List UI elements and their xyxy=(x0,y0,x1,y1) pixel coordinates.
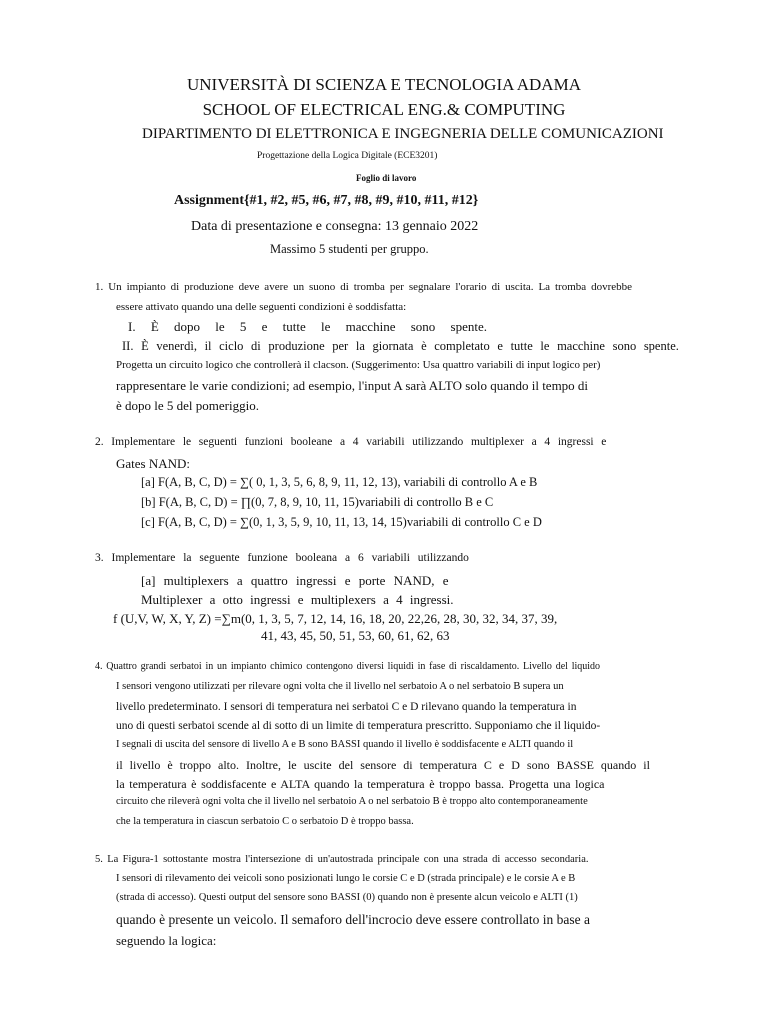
q5-line-4: quando è presente un veicolo. Il semaforo dell'incrocio deve essere controllato in base a xyxy=(116,912,591,927)
q1-line-1: 1. Un impianto di produzione deve avere un suono di tromba per segnalare l'orario di uscita. La tromba dovrebbe xyxy=(95,281,633,293)
q5-line-2: I sensori di rilevamento dei veicoli sono posizionati lungo le corsie C e D (strada principale) e le corsie A e B xyxy=(116,873,576,884)
department-title: DIPARTIMENTO DI ELETTRONICA E INGEGNERIA DELLE COMUNICAZIONI xyxy=(142,126,664,142)
q2-function-a: [a] F(A, B, C, D) = ∑( 0, 1, 3, 5, 6, 8, 9, 11, 12, 13), variabili di controllo A e B xyxy=(141,475,538,489)
q3-part-a-2: Multiplexer a otto ingressi e multiplexers a 4 ingressi. xyxy=(141,592,454,607)
q4-line-4: uno di questi serbatoi scende al di sotto di un limite di temperatura prescritto. Supponiamo che il liquido- xyxy=(116,720,601,732)
q4-line-9: che la temperatura in ciascun serbatoio C o serbatoio D è troppo bassa. xyxy=(116,816,414,827)
due-date: Data di presentazione e consegna: 13 gennaio 2022 xyxy=(191,219,479,234)
q1-condition-1: I. È dopo le 5 e tutte le macchine sono spente. xyxy=(128,319,487,334)
q3-function-2: 41, 43, 45, 50, 51, 53, 60, 61, 62, 63 xyxy=(261,628,450,643)
q1-line-5: Progetta un circuito logico che controllerà il clacson. (Suggerimento: Usa quattro variabili di input logico per) xyxy=(116,359,601,371)
q2-line-2: Gates NAND: xyxy=(116,456,191,471)
q1-line-2: essere attivato quando una delle seguenti condizioni è soddisfatta: xyxy=(116,301,407,313)
q4-line-3: livello predeterminato. I sensori di temperatura nei serbatoi C e D rilevano quando la temperatura in xyxy=(116,701,577,713)
group-size: Massimo 5 studenti per gruppo. xyxy=(270,242,429,256)
q4-line-1: 4. Quattro grandi serbatoi in un impianto chimico contengono diversi liquidi in fase di riscaldamento. Livello del liquido xyxy=(95,661,601,672)
q4-line-2: I sensori vengono utilizzati per rilevare ogni volta che il livello nel serbatoio A o nel serbatoio B supera un xyxy=(116,681,564,692)
assignment-title: Assignment{#1, #2, #5, #6, #7, #8, #9, #10, #11, #12} xyxy=(174,193,479,208)
q3-line-1: 3. Implementare la seguente funzione booleana a 6 variabili utilizzando xyxy=(95,552,469,564)
q5-line-1: 5. La Figura-1 sottostante mostra l'intersezione di un'autostrada principale con una strada di accesso secondaria. xyxy=(95,854,589,865)
q1-condition-2: II. È venerdì, il ciclo di produzione per la giornata è completato e tutte le macchine sono spente. xyxy=(122,339,679,353)
q2-function-b: [b] F(A, B, C, D) = ∏(0, 7, 8, 9, 10, 11, 15)variabili di controllo B e C xyxy=(141,495,494,509)
q1-line-6: rappresentare le varie condizioni; ad esempio, l'input A sarà ALTO solo quando il tempo di xyxy=(116,378,589,393)
q4-line-6: il livello è troppo alto. Inoltre, le uscite del sensore di temperatura C e D sono BASSE quando il xyxy=(116,758,650,772)
q5-line-5: seguendo la logica: xyxy=(116,933,217,948)
q4-line-7: la temperatura è soddisfacente e ALTA quando la temperatura è troppo bassa. Progetta una logica xyxy=(116,777,605,791)
course-title: Progettazione della Logica Digitale (ECE3201) xyxy=(257,151,438,161)
q2-line-1: 2. Implementare le seguenti funzioni booleane a 4 variabili utilizzando multiplexer a 4 ingressi e xyxy=(95,436,607,448)
q4-line-8: circuito che rileverà ogni volta che il livello nel serbatoio A o nel serbatoio B è troppo alto contemporaneamente xyxy=(116,796,588,807)
q3-part-a-1: [a] multiplexers a quattro ingressi e porte NAND, e xyxy=(141,573,449,588)
sheet-label: Foglio di lavoro xyxy=(356,173,417,183)
q4-line-5: I segnali di uscita del sensore di livello A e B sono BASSI quando il livello è soddisfacente e ALTI quando il xyxy=(116,739,574,750)
q2-function-c: [c] F(A, B, C, D) = ∑(0, 1, 3, 5, 9, 10, 11, 13, 14, 15)variabili di controllo C e D xyxy=(141,515,542,529)
q5-line-3: (strada di accesso). Questi output del sensore sono BASSI (0) quando non è presente alcun veicolo e ALTI (1) xyxy=(116,892,578,903)
university-title: UNIVERSITÀ DI SCIENZA E TECNOLOGIA ADAMA xyxy=(187,75,581,94)
q1-line-7: è dopo le 5 del pomeriggio. xyxy=(116,398,259,413)
school-title: SCHOOL OF ELECTRICAL ENG.& COMPUTING xyxy=(202,100,566,119)
q3-function-1: f (U,V, W, X, Y, Z) =∑m(0, 1, 3, 5, 7, 12, 14, 16, 18, 20, 22,26, 28, 30, 32, 34, 37, 39, xyxy=(113,611,558,626)
